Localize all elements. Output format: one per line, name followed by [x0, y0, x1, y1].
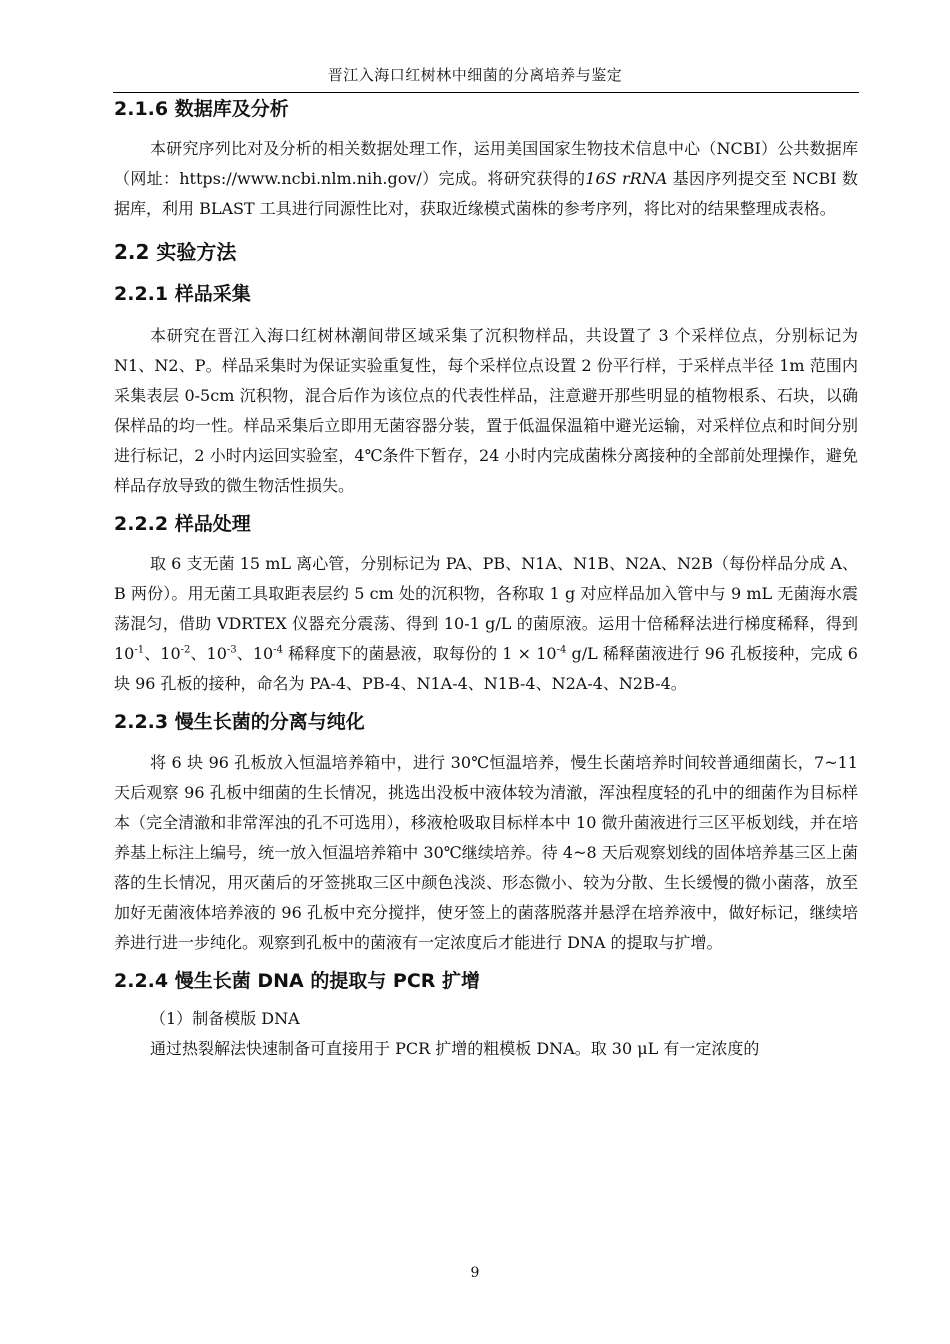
separator: 、10 — [144, 644, 181, 663]
superscript: -1 — [134, 644, 145, 656]
paragraph-text: 稀释度下的菌悬液，取每份的 1 × 10 — [282, 644, 557, 663]
separator: 、10 — [236, 644, 274, 663]
separator: 、10 — [190, 644, 227, 663]
superscript: -4 — [556, 644, 567, 656]
heading-2-2-4: 2.2.4 慢生长菌 DNA 的提取与 PCR 扩增 — [114, 970, 481, 992]
subitem-label: 制备模版 DNA — [192, 1009, 300, 1028]
heading-2-2-1: 2.2.1 样品采集 — [114, 283, 251, 305]
paragraph-text: 本研究序列比对及分析的相关数据处理工作，运用美国国家生物技术信息中心（NCBI）公共数据库（网址：https://www.ncbi.nlm.nih.gov/）完成。将研究获得的 — [114, 139, 858, 188]
paragraph-2-2-1: 本研究在晋江入海口红树林潮间带区域采集了沉积物样品，共设置了 3 个采样位点，分别标记为 N1、N2、P。样品采集时为保证实验重复性，每个采样位点设置 2 份平行样，于采样点半径 1m 范围内采集表层 0-5cm 沉积物，混合后作为该位点的代表性样品，注意避开那些明显的植物根系、石块，以确保样品的均一性。样品采集后立即用无菌容器分装，置于低温保温箱中避光运输，对采样位点和时间分别进行标记，2 小时内运回实验室，4℃条件下暂存，24 小时内完成菌株分离接种的全部前处理操作，避免样品存放导致的微生物活性损失。 — [114, 326, 858, 495]
superscript: -3 — [226, 644, 237, 656]
paragraph-2-2-3: 将 6 块 96 孔板放入恒温培养箱中，进行 30℃恒温培养，慢生长菌培养时间较普通细菌长，7~11 天后观察 96 孔板中细菌的生长情况，挑选出没板中液体较为清澈，浑浊程度轻的孔中的细菌作为目标样本（完全清澈和非常浑浊的孔不可选用），移液枪吸取目标样本中 10 微升菌液进行三区平板划线，并在培养基上标注上编号，统一放入恒温培养箱中 30℃继续培养。待 4~8 天后观察划线的固体培养基三区上菌落的生长情况，用灭菌后的牙签挑取三区中颜色浅淡、形态微小、较为分散、生长缓慢的微小菌落，放至加好无菌液体培养液的 96 孔板中充分搅拌，使牙签上的菌落脱落并悬浮在培养液中，做好标记，继续培养进行进一步纯化。观察到孔板中的菌液有一定浓度后才能进行 DNA 的提取与扩增。 — [114, 753, 858, 952]
heading-2-2-2: 2.2.2 样品处理 — [114, 513, 251, 535]
heading-2-1-6: 2.1.6 数据库及分析 — [114, 98, 289, 120]
running-header: 晋江入海口红树林中细菌的分离培养与鉴定 — [327, 66, 623, 84]
gene-name: 16S rRNA — [585, 169, 668, 188]
header-rule — [113, 92, 859, 93]
subitem-number: （1） — [150, 1009, 193, 1028]
paragraph-2-2-4: 通过热裂解法快速制备可直接用于 PCR 扩增的粗模板 DNA。取 30 μL 有一定浓度的 — [150, 1039, 760, 1058]
paragraph-text: g/L 稀释菌液进行 96 孔板接种，完成 6 块 96 孔板的接种，命名为 PA-4、PB-4、N1A-4、N1B-4、N2A-4、N2B-4。 — [114, 644, 858, 693]
heading-2-2-3: 2.2.3 慢生长菌的分离与纯化 — [114, 711, 365, 733]
superscript: -4 — [273, 644, 283, 656]
paragraph-2-1-6 — [114, 134, 858, 224]
subitem-template-dna — [114, 1004, 858, 1034]
page-number: 9 — [470, 1265, 480, 1281]
page-body — [114, 96, 858, 1064]
heading-2-2: 2.2 实验方法 — [114, 240, 237, 264]
superscript: -2 — [180, 644, 191, 656]
paragraph-text: 取 6 支无菌 15 mL 离心管，分别标记为 PA、PB、N1A、N1B、N2A、N2B（每份样品分成 A、B 两份）。用无菌工具取距表层约 5 cm 处的沉积物，各称取 1 g 对应样品加入管中与 9 mL 无菌海水震荡混匀，借助 VDRTEX 仪器充分震荡、得到 10-1 g/L 的菌原液。运用十倍稀释法进行梯度稀释，得到 10 — [114, 554, 858, 663]
paragraph-2-2-2 — [114, 549, 858, 699]
paragraph-text: 基因序列提交至 NCBI 数据库，利用 BLAST 工具进行同源性比对，获取近缘模式菌株的参考序列，将比对的结果整理成表格。 — [114, 169, 859, 218]
